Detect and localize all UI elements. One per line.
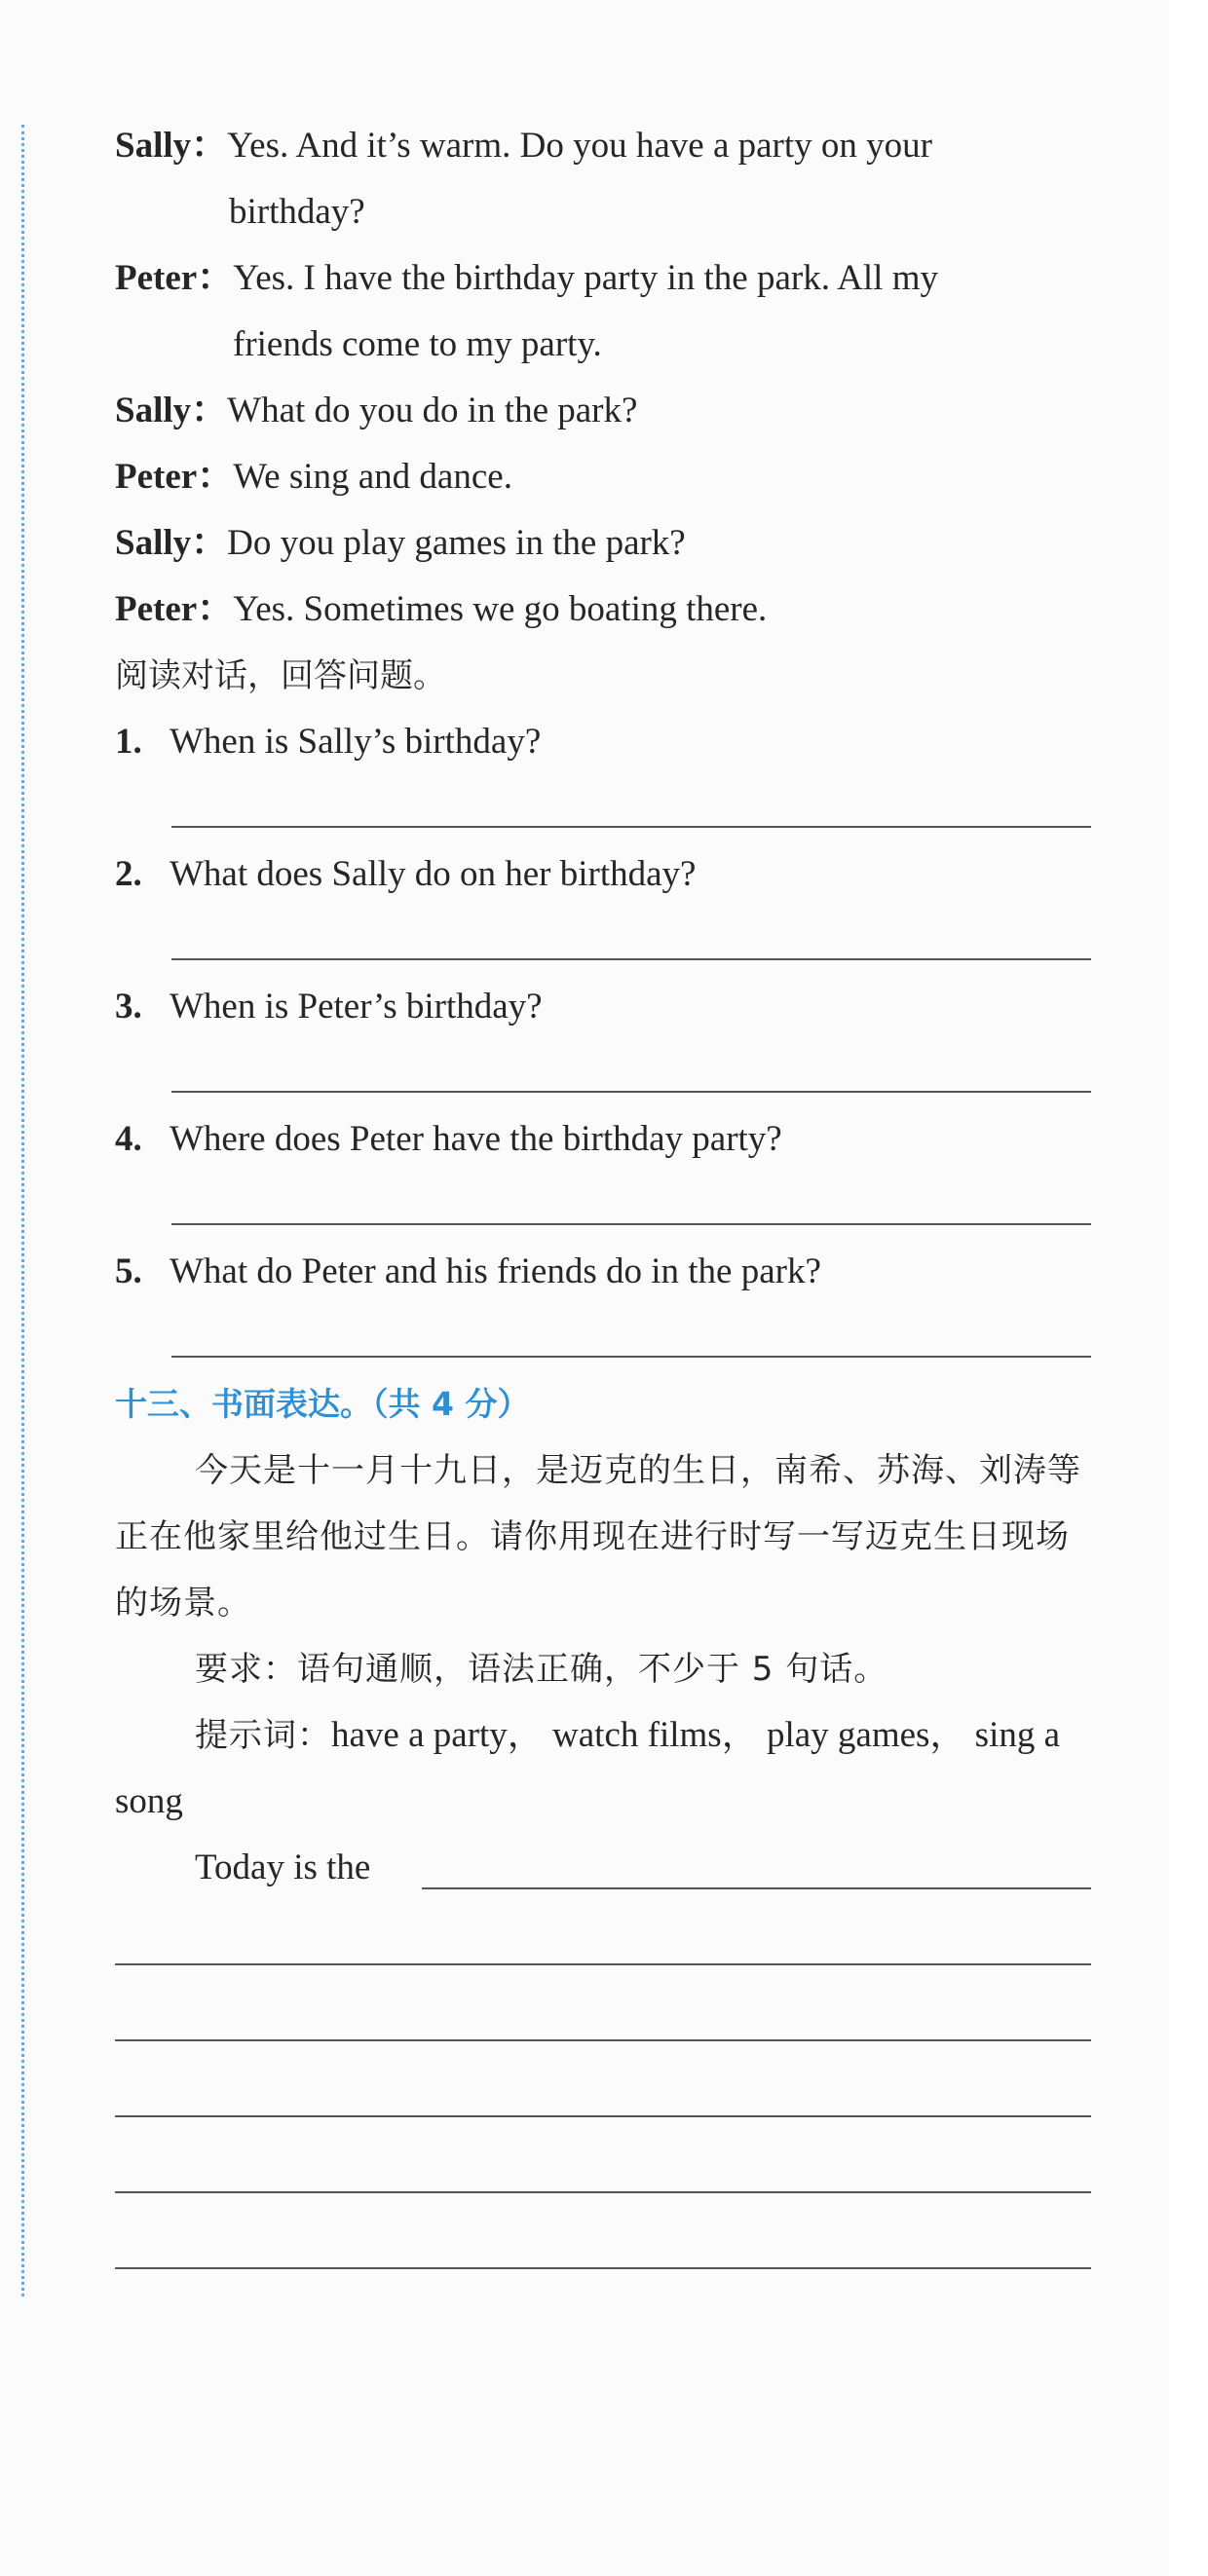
dialogue-line (115, 577, 1089, 643)
dialogue-line (115, 245, 1089, 312)
question-number: 5. (115, 1251, 142, 1291)
writing-fill-line[interactable] (422, 1887, 1091, 1889)
question-item (115, 1106, 1089, 1173)
writing-start-row[interactable] (115, 1835, 1089, 1903)
question-text: Where does Peter have the birthday party? (170, 1119, 782, 1159)
dialogue (115, 113, 1089, 2283)
binding-margin-rule (21, 125, 24, 2296)
dialogue-text: We sing and dance. (233, 457, 512, 497)
speaker-colon: ： (191, 523, 228, 563)
dialogue-line (115, 444, 1089, 510)
writing-line[interactable] (115, 2055, 1089, 2131)
question-item (115, 709, 1089, 775)
writing-prompt: 今天是十一月十九日，是迈克的生日，南希、苏海、刘涛等正在他家里给他过生日。请你用现在进行时写一写迈克生日现场的场景。 (115, 1451, 1081, 1623)
question-number: 3. (115, 987, 142, 1027)
question-text: What does Sally do on her birthday? (170, 854, 697, 894)
question-item (115, 1239, 1089, 1305)
writing-line[interactable] (115, 2207, 1089, 2283)
answer-line[interactable] (115, 908, 1089, 974)
speaker-name: Sally (115, 391, 192, 430)
hint-words (115, 1702, 1089, 1835)
speaker-colon: ： (197, 258, 234, 298)
question-item (115, 974, 1089, 1040)
dialogue-text: Yes. And it’s warm. Do you have a party on your (227, 126, 932, 166)
speaker-name: Sally (115, 126, 192, 166)
dialogue-text: Yes. I have the birthday party in the park. All my (233, 258, 938, 298)
dialogue-continuation: friends come to my party. (233, 324, 602, 364)
answer-line[interactable] (115, 775, 1089, 841)
writing-start-text: Today is the (195, 1848, 371, 1887)
answer-line[interactable] (115, 1173, 1089, 1239)
speaker-name: Sally (115, 523, 192, 563)
question-number: 2. (115, 854, 142, 894)
question-text: When is Sally’s birthday? (170, 722, 542, 762)
question-item (115, 841, 1089, 908)
speaker-colon: ： (191, 126, 228, 166)
writing-requirement: 要求：语句通顺，语法正确，不少于 5 句话。 (195, 1650, 888, 1689)
question-number: 4. (115, 1119, 142, 1159)
question-list (115, 709, 1089, 1371)
writing-line[interactable] (115, 1903, 1089, 1979)
speaker-colon: ： (197, 457, 234, 497)
speaker-name: Peter (115, 457, 198, 497)
dialogue-text: Yes. Sometimes we go boating there. (233, 589, 768, 629)
question-number: 1. (115, 722, 142, 762)
speaker-colon: ： (197, 589, 234, 629)
dialogue-continuation: birthday? (229, 192, 365, 232)
dialogue-text: What do you do in the park? (227, 391, 638, 430)
section-title: 十三、书面表达。（共 4 分） (115, 1385, 530, 1423)
question-text: What do Peter and his friends do in the park? (170, 1251, 821, 1291)
dialogue-line (115, 113, 1089, 179)
dialogue-line (115, 378, 1089, 444)
speaker-name: Peter (115, 258, 198, 298)
speaker-name: Peter (115, 589, 198, 629)
hint-word-list: have a party， watch films， play games， sing a song (115, 1715, 1061, 1821)
dialogue-line (115, 510, 1089, 577)
reading-instruction: 阅读对话，回答问题。 (115, 656, 446, 695)
answer-line[interactable] (115, 1040, 1089, 1106)
hint-label: 提示词： (195, 1716, 331, 1755)
answer-line[interactable] (115, 1305, 1089, 1371)
question-text: When is Peter’s birthday? (170, 987, 543, 1027)
dialogue-text: Do you play games in the park? (227, 523, 686, 563)
writing-line[interactable] (115, 1979, 1089, 2055)
writing-line[interactable] (115, 2131, 1089, 2207)
speaker-colon: ： (191, 391, 228, 430)
